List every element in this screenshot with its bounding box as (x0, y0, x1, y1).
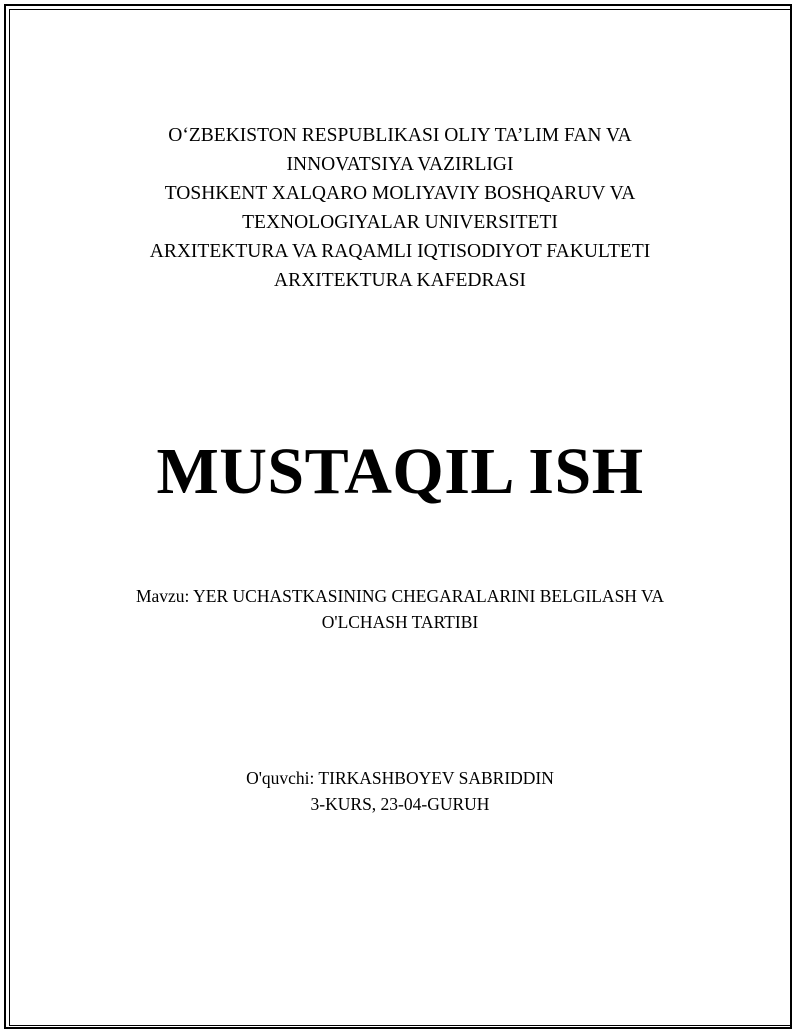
topic-block (0, 583, 800, 635)
student-block (0, 765, 800, 817)
header-line: INNOVATSIYA VAZIRLIGI (286, 154, 514, 175)
document-title: MUSTAQIL ISH (156, 435, 644, 508)
header-line: TEXNOLOGIYALAR UNIVERSITETI (242, 212, 558, 233)
header-line: ARXITEKTURA KAFEDRASI (274, 270, 526, 291)
student-name: O'quvchi: TIRKASHBOYEV SABRIDDIN (246, 768, 554, 788)
institution-header (0, 121, 800, 295)
header-line: ARXITEKTURA VA RAQAMLI IQTISODIYOT FAKULTETI (149, 241, 651, 262)
topic-line: Mavzu: YER UCHASTKASINING CHEGARALARINI BELGILASH VA (135, 586, 665, 606)
student-group: 3-KURS, 23-04-GURUH (310, 794, 490, 814)
header-line: O‘ZBEKISTON RESPUBLIKASI OLIY TA’LIM FAN VA (168, 125, 632, 146)
header-line: TOSHKENT XALQARO MOLIYAVIY BOSHQARUV VA (164, 183, 636, 204)
topic-line: O'LCHASH TARTIBI (321, 612, 479, 632)
